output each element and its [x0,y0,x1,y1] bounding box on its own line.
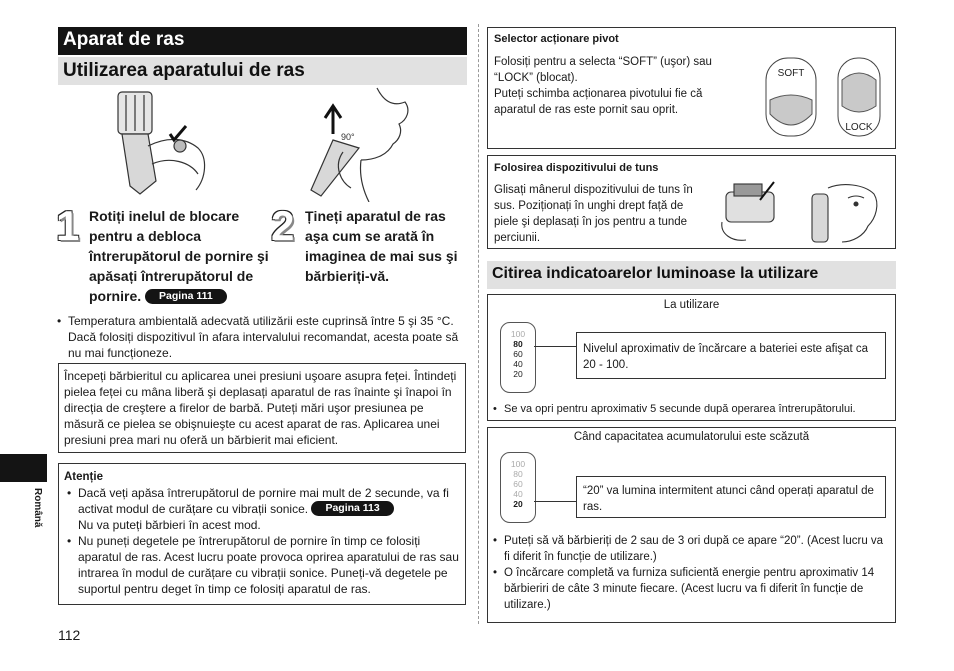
language-tab [0,454,47,482]
low-battery-notes [490,533,890,613]
column-divider [478,24,479,624]
meter-value: 40 [513,359,523,369]
meter-value: 80 [513,469,523,479]
page-number: 112 [58,627,81,643]
shaver-unlock-illustration [108,86,223,198]
in-use-callout: Nivelul aproximativ de încărcare a bateriei este afişat ca 20 - 100. [576,332,886,379]
section-title: Aparat de ras [58,27,467,55]
trimmer-box [487,155,896,249]
step-1-text: Rotiți inelul de blocare pentru a debloca întrerupătorul de pornire şi apăsați întrerupătorul de pornire. [89,208,269,304]
pivot-selector-illustration [758,50,883,140]
meter-value-lit: 80 [513,339,523,349]
callout-line [534,501,576,502]
step-1-number: 1 [56,202,80,249]
battery-meter-low [500,452,536,523]
meter-value: 40 [513,489,523,499]
trimmer-title: Folosirea dispozitivului de tuns [494,162,659,174]
pivot-title: Selector acționare pivot [494,33,619,45]
indicator-section-title: Citirea indicatoarelor luminoase la utilizare [487,261,896,289]
step-1 [89,206,269,306]
temperature-note: • Temperatura ambientală adecvată utilizării este cuprinsă între 5 şi 35 °C. Dacă folosiți dispozitivul în afara intervalului recomandat, acesta poate să nu mai funcționeze. [54,313,464,361]
caution-item-1-text-2: Nu va puteți bărbieri în acest mod. [78,518,261,532]
tip-box: Începeți bărbieritul cu aplicarea unei presiuni uşoare asupra feței. Întindeți pielea feței cu mâna liberă şi deplasați aparatul de ras înainte şi înapoi în direcția de creştere a firelor de barbă. Puteți mări uşor presiunea pe măsură ce pielea se obişnuieşte cu acest aparat de ras. Aplicarea unei presiuni prea mari nu oferă un bărbierit mai eficient. [58,363,466,453]
subsection-title: Utilizarea aparatului de ras [58,57,467,85]
soft-label: SOFT [777,68,805,79]
meter-value-blinking: 20 [513,499,523,509]
caution-item-1-text: Dacă veți apăsa întrerupătorul de pornire mai mult de 2 secunde, va fi activat modul de curățare cu vibrații sonice. [78,486,449,516]
meter-value: 20 [513,369,523,379]
low-battery-callout: “20” va lumina intermitent atunci când operați aparatul de ras. [576,476,886,518]
meter-value: 60 [513,479,523,489]
caution-item-2: • Nu puneți degetele pe întrerupătorul de pornire în timp ce folosiți aparatul de ras. Acest lucru poate provoca oprirea aparatului de ras sau intrarea în modul de curățare cu vibrații sonice. Puneți-vă degetele pe suportul pentru deget în timp ce folosiți aparatul de ras. [64,533,460,597]
trimmer-illustration [716,178,891,246]
in-use-note: • Se va opri pentru aproximativ 5 secunde după operarea întrerupătorului. [490,401,894,417]
low-battery-box [487,427,896,623]
battery-meter [500,322,536,393]
caution-item-1 [64,485,460,533]
caution-title: Atenție [64,471,103,483]
trimmer-text: Glisați mânerul dispozitivului de tuns în sus. Poziționați în unghi drept față de piele şi deplasați în jos pentru a tunde perciunii. [494,184,693,244]
callout-line [534,346,576,347]
in-use-box [487,294,896,421]
step-1-page-ref[interactable]: Pagina 111 [145,289,227,304]
meter-value: 100 [510,329,526,339]
pivot-text: Folosiți pentru a selecta “SOFT” (uşor) sau “LOCK” (blocat). Puteți schimba acționarea pivotului fie că aparatul de ras este pornit sau oprit. [494,56,712,116]
shaving-face-illustration [303,86,421,202]
pivot-box [487,27,896,149]
in-use-caption: La utilizare [663,299,720,311]
step-2-text: Țineți aparatul de ras aşa cum se arată în imaginea de mai sus şi bărbieriți-vă. [305,208,458,284]
language-label: Română [32,488,43,528]
lock-label: LOCK [845,122,873,133]
meter-value: 60 [513,349,523,359]
low-battery-note-2: • O încărcare completă va furniza suficientă energie pentru aproximativ 14 bărbieriri de câte 3 minute fiecare. (Acest lucru va fi diferit în funcție de utilizare.) [490,565,890,613]
meter-value: 100 [510,459,526,469]
angle-label: 90° [341,132,355,142]
step-2-number: 2 [271,202,295,249]
caution-page-ref[interactable]: Pagina 113 [311,501,393,516]
low-battery-note-1: • Puteți să vă bărbieriți de 2 sau de 3 ori după ce apare “20”. (Acest lucru va fi diferit în funcție de utilizare.) [490,533,890,565]
caution-box [58,463,466,605]
low-battery-caption: Când capacitatea acumulatorului este scăzută [573,431,810,443]
